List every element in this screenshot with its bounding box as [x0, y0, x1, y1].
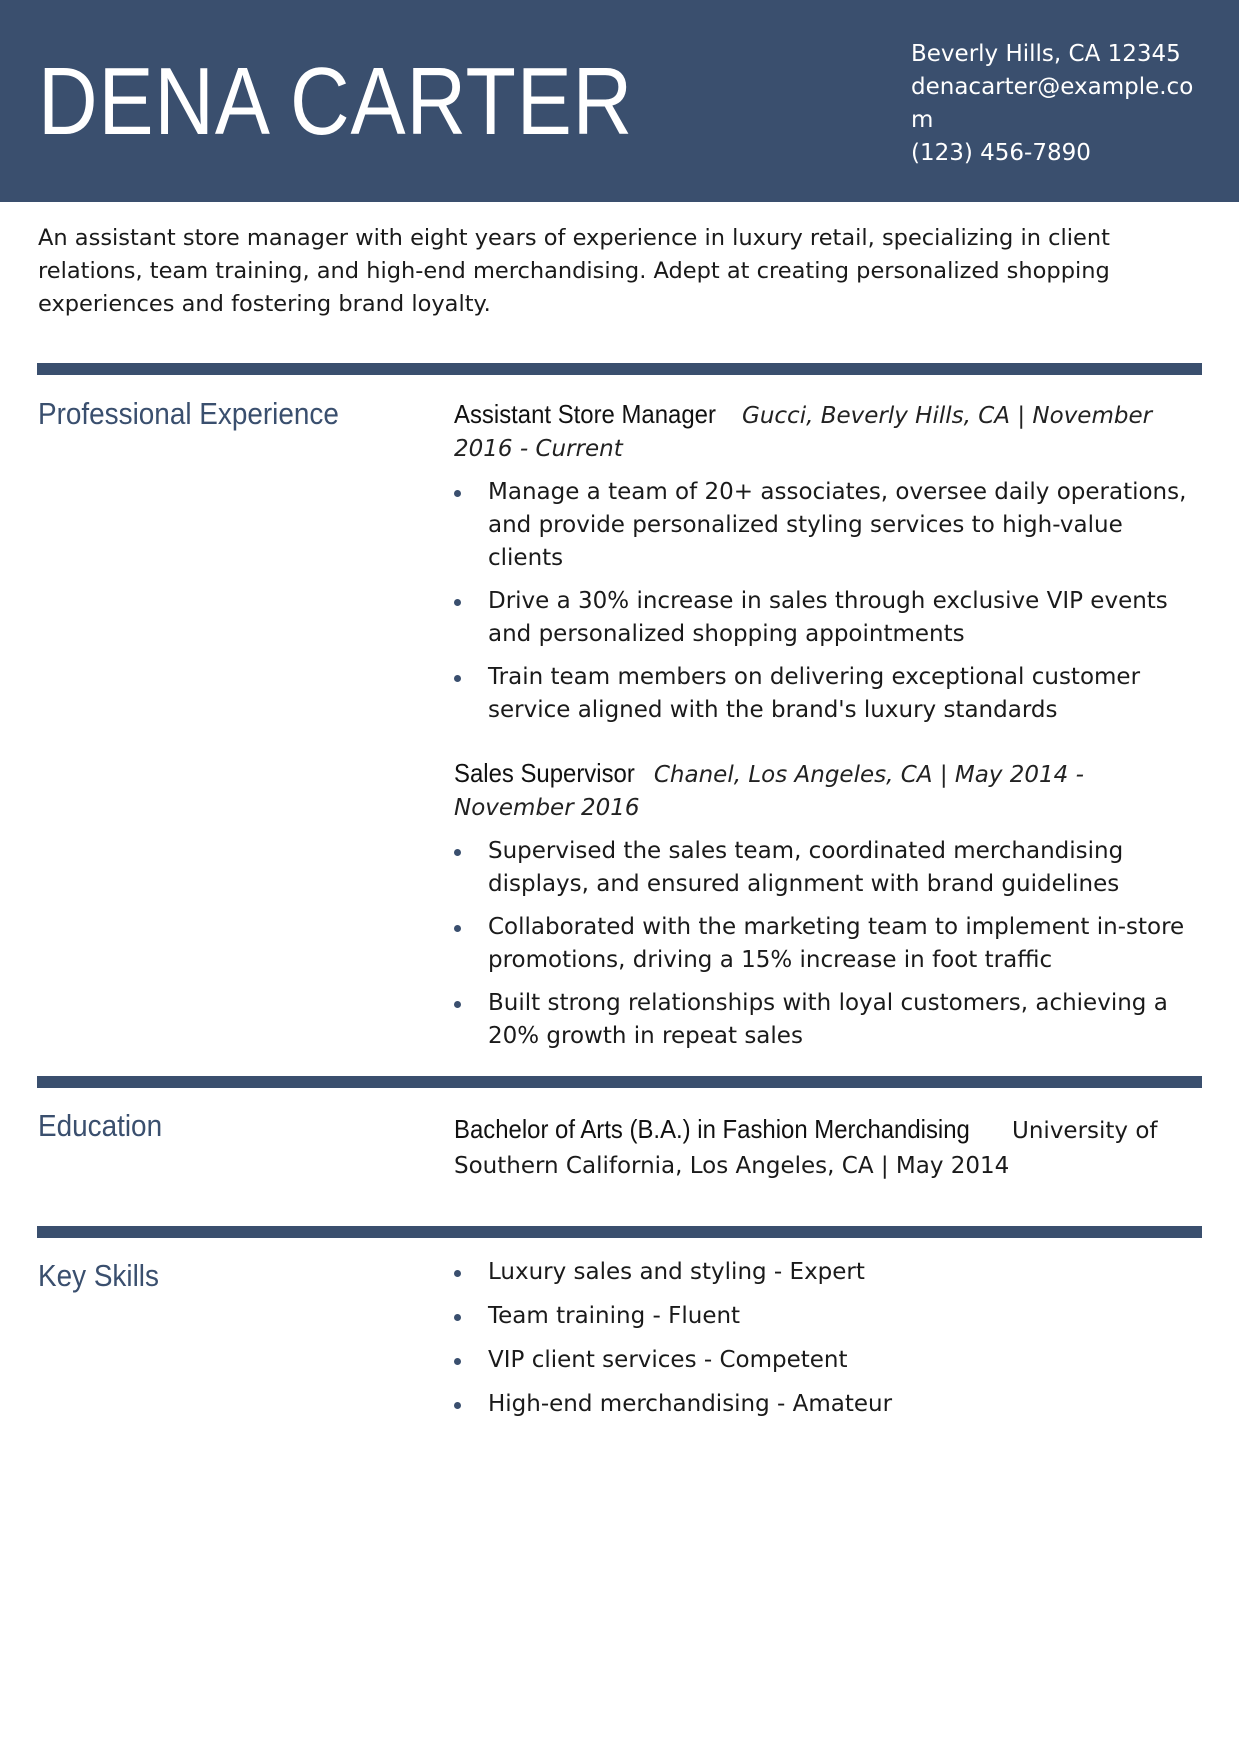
list-item [454, 585, 1204, 651]
section-divider [37, 1226, 1202, 1238]
list-item [454, 661, 1204, 727]
list-item [454, 1256, 1204, 1289]
list-item [454, 1344, 1204, 1377]
section-title-education: Education [38, 1108, 163, 1143]
bullet-text: Drive a 30% increase in sales through exclusive VIP events and personalized shopping appointments [488, 588, 1168, 647]
contact-block [911, 38, 1196, 170]
job-bullets [454, 476, 1204, 727]
experience-list [454, 398, 1204, 1063]
job-bullets [454, 835, 1204, 1053]
bullet-icon [454, 599, 461, 606]
job-entry [454, 757, 1204, 1053]
list-item [454, 987, 1204, 1053]
section-title-skills: Key Skills [38, 1258, 159, 1293]
skill-text: VIP client services - Competent [488, 1347, 848, 1373]
header-banner [0, 0, 1239, 202]
bullet-icon [454, 1270, 461, 1277]
skill-text: High-end merchandising - Amateur [488, 1391, 893, 1417]
bullet-icon [454, 925, 461, 932]
job-header [454, 757, 1204, 825]
bullet-icon [454, 490, 461, 497]
list-item [454, 835, 1204, 901]
education-line [454, 1112, 1204, 1184]
education-degree: Bachelor of Arts (B.A.) in Fashion Merchandising [454, 1114, 970, 1144]
skill-text: Luxury sales and styling - Expert [488, 1259, 865, 1285]
bullet-text: Collaborated with the marketing team to implement in-store promotions, driving a 15% increase in foot traffic [488, 914, 1185, 973]
bullet-text: Supervised the sales team, coordinated merchandising displays, and ensured alignment with brand guidelines [488, 838, 1124, 897]
bullet-icon [454, 1402, 461, 1409]
bullet-text: Built strong relationships with loyal customers, achieving a 20% growth in repeat sales [488, 990, 1168, 1049]
job-title: Sales Supervisor [454, 758, 635, 788]
list-item [454, 1388, 1204, 1421]
list-item [454, 911, 1204, 977]
professional-summary: An assistant store manager with eight years of experience in luxury retail, specializing in client relations, team training, and high-end merchandising. Adept at creating personalized shopping experiences and fostering brand loyalty. [38, 225, 1110, 317]
job-meta: Chanel, Los Angeles, CA | May 2014 - November 2016 [454, 762, 1084, 821]
job-entry [454, 398, 1204, 727]
contact-email[interactable]: denacarter@example.com [911, 74, 1194, 133]
job-meta: Gucci, Beverly Hills, CA | November 2016 - Current [454, 403, 1153, 462]
skills-bullets [454, 1256, 1204, 1421]
education-school: University of Southern California, Los Angeles, CA | May 2014 [454, 1118, 1158, 1179]
section-divider [37, 1076, 1202, 1088]
bullet-icon [454, 675, 461, 682]
job-title: Assistant Store Manager [454, 399, 716, 429]
bullet-icon [454, 849, 461, 856]
list-item [454, 476, 1204, 575]
bullet-text: Manage a team of 20+ associates, oversee daily operations, and provide personalized styling services to high-value clients [488, 479, 1187, 571]
contact-phone[interactable]: (123) 456-7890 [911, 140, 1091, 166]
skill-text: Team training - Fluent [488, 1303, 741, 1329]
section-divider [37, 363, 1202, 375]
contact-location: Beverly Hills, CA 12345 [911, 41, 1181, 67]
candidate-name: DENA CARTER [38, 48, 634, 155]
bullet-icon [454, 1001, 461, 1008]
list-item [454, 1300, 1204, 1333]
job-header [454, 398, 1204, 466]
bullet-icon [454, 1358, 461, 1365]
section-title-experience: Professional Experience [38, 396, 339, 431]
skills-list [454, 1256, 1204, 1432]
bullet-icon [454, 1314, 461, 1321]
bullet-text: Train team members on delivering exceptional customer service aligned with the brand's luxury standards [488, 664, 1141, 723]
education-entry [454, 1112, 1204, 1184]
